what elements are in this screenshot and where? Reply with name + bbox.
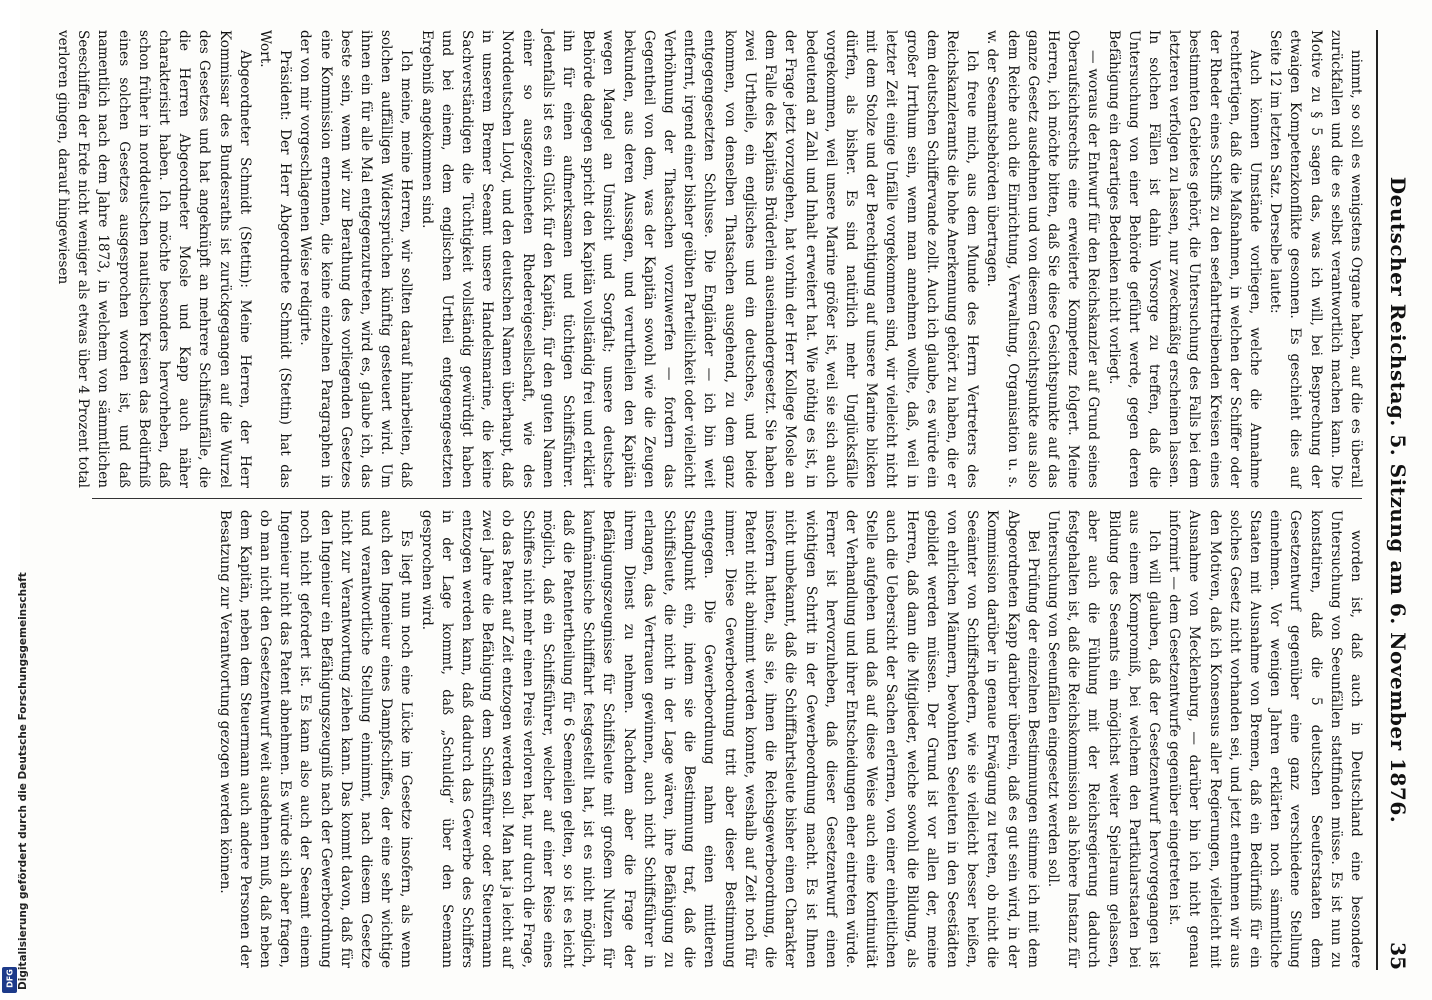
page-number: 35 <box>1386 942 1410 970</box>
paragraph: nimmt, so soll es wenigstens Organe haben, auf die es überall zurückfallen und die es selbst verantwortlich machen kann. Die Motive zu § 5 sagen das, was ich will, bei Besprechung der etwaigen Kompetenzkonflikte gesonnen. Es geschieht dies auf Seite 12 im letzten Satz. Derselbe lautet: <box>1267 30 1364 488</box>
paragraph: Präsident: Der Herr Abgeordnete Schmidt (Stettin) hat das Wort. <box>257 30 294 488</box>
paragraph: Es liegt nun noch eine Lücke im Gesetze insofern, als wenn auch den Ingenieur eines Dampfschiffes, der eine sehr wichtige und verantwortliche Stellung einnimmt, nach diesem Gesetze nicht zur Verantwortung ziehen kann. Das kommt davon, daß für den Ingenieur ein Befähigungszeugniß nach der Gewerbeordnung noch nicht gefordert ist. Es kann also auch der Seeamt einem Ingenieur nicht das Patent abnehmen. Es würde sich aber fragen, ob man nicht den Gesetzentwurf weit ausdehnen muß, daß neben dem Kapitän, neben dem Steuermann auch andere Personen der Besatzung zur Verantwortung gezogen werden können. <box>216 510 415 968</box>
right-text-column <box>86 510 1366 968</box>
page-title: Deutscher Reichstag. 5. Sitzung am 6. November 1876. <box>1386 176 1410 824</box>
dfg-logo-text: DFG <box>5 969 15 988</box>
newspaper-sheet <box>57 0 1432 1000</box>
paragraph: worden ist, daß auch in Deutschland eine besondere Untersuchung von Seeunfällen stattfinden müsse. Es ist nun zu konstatiren, daß die 5 deutschen Seeuferstaaten dem Gesetzentwurf gegenüber eine ganz verschiedene Stellung einnehmen. Vor wenigen Jahren erklärten noch sämmtliche Staaten mit Ausnahme von Bremen, daß ein Bedürfniß für ein solches Gesetz nicht vorhanden sei, und jetzt entnehmen wir aus den Motiven, daß ich Konsensus aller Regierungen, vielleicht mit Ausnahme von Mecklenburg, — darüber bin ich nicht genau informirt — dem Gesetzentwurfe gegenüber eingetreten ist. <box>1166 510 1364 968</box>
page-header <box>1376 30 1414 970</box>
paragraph: Auch können Umstände vorliegen, welche die Annahme rechtfertigen, daß die Maßnahmen, in welchen der Schiffer oder der Rheder eines Schiffs zu den seefahrttreibenden Kreisen eines bestimmten Gebietes gehört, die Untersuchung des Falls bei dem letzteren verfolgen zu lassen, nur zweckmäßig erscheinen lassen. In solchen Fällen ist dahin Vorsorge zu treffen, daß die Untersuchung von einer Behörde geführt werde, gegen deren Befähigung ein derartiges Bedenken nicht vorliegt. <box>1105 30 1263 488</box>
paragraph: Abgeordneter Schmidt (Stettin): Meine Herren, der Herr Kommissar des Bundesraths ist zurückgegangen auf die Wurzel des Gesetzes und hat angeknüpft an mehrere Schiffsunfälle, die die Herren Abgeordneter Mosle und Kapp auch näher charakterisirt haben. Ich möchte besonders hervorheben, daß schon früher in norddeutschen nautischen Kreisen das Bedürfniß eines solchen Gesetzes ausgesprochen worden ist, und daß namentlich nach dem Jahre 1873, in welchem von sämmtlichen Seeschiffen der Erde nicht weniger als etwas über 4 Prozent total verloren gingen, darauf hingewiesen <box>55 30 253 488</box>
paragraph: Ich meine, meine Herren, wir sollten darauf hinarbeiten, daß solchen auffälligen Widersprüchen künftig gesteuert wird. Um ihnen ein für alle Mal entgegenzutreten, wird es, glaube ich, das beste sein, wenn wir zur Berathung des vorliegenden Gesetzes eine Kommission ernennen, die keine einzelnen Paragraphen in der von mir vorgeschlagenen Weise redigirte. <box>297 30 415 488</box>
digitization-credit: Digitalisierung gefördert durch die Deutsche Forschungsgemeinschaft <box>17 572 29 990</box>
left-text-column <box>55 30 1366 488</box>
paragraph: Ich freue mich, aus dem Munde des Herrn Vertreters des Reichskanzleramts die hohe Anerkennung gehört zu haben, die er dem deutschen Schiffervande zollt. Auch ich glaube, es würde ein großer Irrthum sein, wenn man annehmen wollte, daß, weil in letzter Zeit einige Unfälle vorgekommen sind, wir vielleicht nicht mit dem Stolze und der Berechtigung auf unsere Marine blicken dürfen, als bisher. Es sind natürlich mehr Unglücksfälle vorgekommen, weil unsere Marine größer ist, weil sie sich auch bedeutend an Zahl und Inhalt erweitert hat. Wie nöthig es ist, in der Frage jetzt vorzugehen, hat vorhin der Herr Kollege Mosle an dem Falle des Kapitäns Brüderlein auseinandergesetzt. Sie haben zwei Urtheile, ein englisches und ein deutsches, und beide kommen, von denselben Thatsachen ausgehend, zu dem ganz entgegengesetzten Schlusse. Die Engländer — ich bin weit entfernt, irgend einer bisher geübten Parteilichkeit oder vielleicht Verhöhnung der Thatsachen vorzuwerfen — fordern das Gegentheil von dem, was der Kapitän sowohl wie die Zeugen bekunden, aus deren Aussagen, und verurtheilen den Kapitän wegen Mangel an Umsicht und Sorgfalt; unsere deutsche Behörde dagegen spricht den Kapitän vollständig frei und erklärt ihn für einen aufmerksamen und tüchtigen Schiffsführer. Jedenfalls ist es ein Glück für den Kapitän, für den guten Namen einer so ausgezeichneten Rhedereigesellschaft, wie des Norddeutschen Lloyd, und den deutschen Namen überhaupt, daß in unserem Bremer Seeamt unsere Handelsmarine, die keine Sachverständigen die Tüchtigkeit vollständig gewürdigt haben und bei einem, dem englischen Urtheil entgegengesetzten Ergebniß angekommen sind. <box>418 30 981 488</box>
paragraph: Ich will glauben, daß der Gesetzentwurf hervorgegangen ist aus einem Kompromiß, bei welchem den Partikularstaaten bei Bildung des Seeamts ein möglichst weiter Spielraum gelassen, aber auch die Fühlung mit der Reichsregierung dadurch festgehalten ist, daß die Reichskommission als höhere Instanz für Untersuchung von Seeunfällen eingesetzt werden soll. <box>1044 510 1162 968</box>
digitization-credit-margin <box>0 0 29 1000</box>
dfg-logo-icon <box>2 967 17 993</box>
paragraph: Bei Prüfung der einzelnen Bestimmungen stimme ich mit dem Abgeordneten Kapp darüber überein, daß es gut sein wird, in der Kommission darüber in genaue Erwägung zu treten, ob nicht die Seeämter von Schiffsrhedern, wie sie vielleicht besser heißen, von ehrlichen Männern, bewohnten Seeleuten in den Seestädten gebildet werden müssen. Der Grund ist vor allen der, meine Herren, daß dann die Mitglieder, welche sowohl die Bildung, als auch die Uebersicht der Sachen erlernen, von einer einheitlichen Stelle aufgehen und daß auf diese Weise auch eine Kontinuität der Verhandlung und ihrer Entscheidungen eher eintreten würde. Ferner ist hervorzuheben, daß dieser Gesetzentwurf einen wichtigen Schritt in der Gewerbeordnung macht. Es ist Ihnen nicht unbekannt, daß die Schifffahrtsleute bisher einen Charakter insofern hatten, als sie, ihnen die Reichsgewerbeordnung, die Patent nicht abnimmt werden konnte, weshalb auf Zeit noch für immer. Diese Gewerbeordnung tritt aber dieser Bestimmung entgegen. Die Gewerbeordnung nahm einen mittleren Standpunkt ein, indem sie die Bestimmung traf, daß die Schiffsleute, die nicht in der Lage wären, ihre Befähigung zu erlangen, das Vertrauen gewinnen, auch nicht Schiffsführer in ihrem Dienst zu nehmen. Nachdem aber die Frage der Befähigungszeugnisse für Schiffsleute mit großem Nutzen für kaufmännische Schifffahrt festgestellt hat, ist es nicht möglich, daß die Patentertheilung für 6 Seemeilen gelten, so ist es leicht möglich, daß ein Schiffsführer, welcher auf einer Reise eines Schiffes nicht mehr einen Preis verloren hat, nur durch die Frage, ob das Patent auf Zeit entzogen werden soll. Man hat ja leicht auf zwei Jahre die Befähigung dem Schiffsführer oder Steuermann entzogen werden kann, daß dadurch das Gewerbe des Schiffers in der Lage kommt, daß „Schuldig“ über den Seemann gesprochen wird. <box>418 510 1041 968</box>
column-divider <box>92 498 1362 499</box>
paragraph: — woraus der Entwurf für den Reichskanzler auf Grund seines Oberaufsichtsrechts eine erweiterte Kompetenz folgert. Meine Herren, ich möchte bitten, daß Sie diese Gesichtspunkte auf das ganze Gesetz ausdehnen und von diesem Gesichtspunkte aus also dem Reiche auch die Einrichtung, Verwaltung, Organisation u. s. w. der Seeamtsbehörden übertragen. <box>984 30 1102 488</box>
